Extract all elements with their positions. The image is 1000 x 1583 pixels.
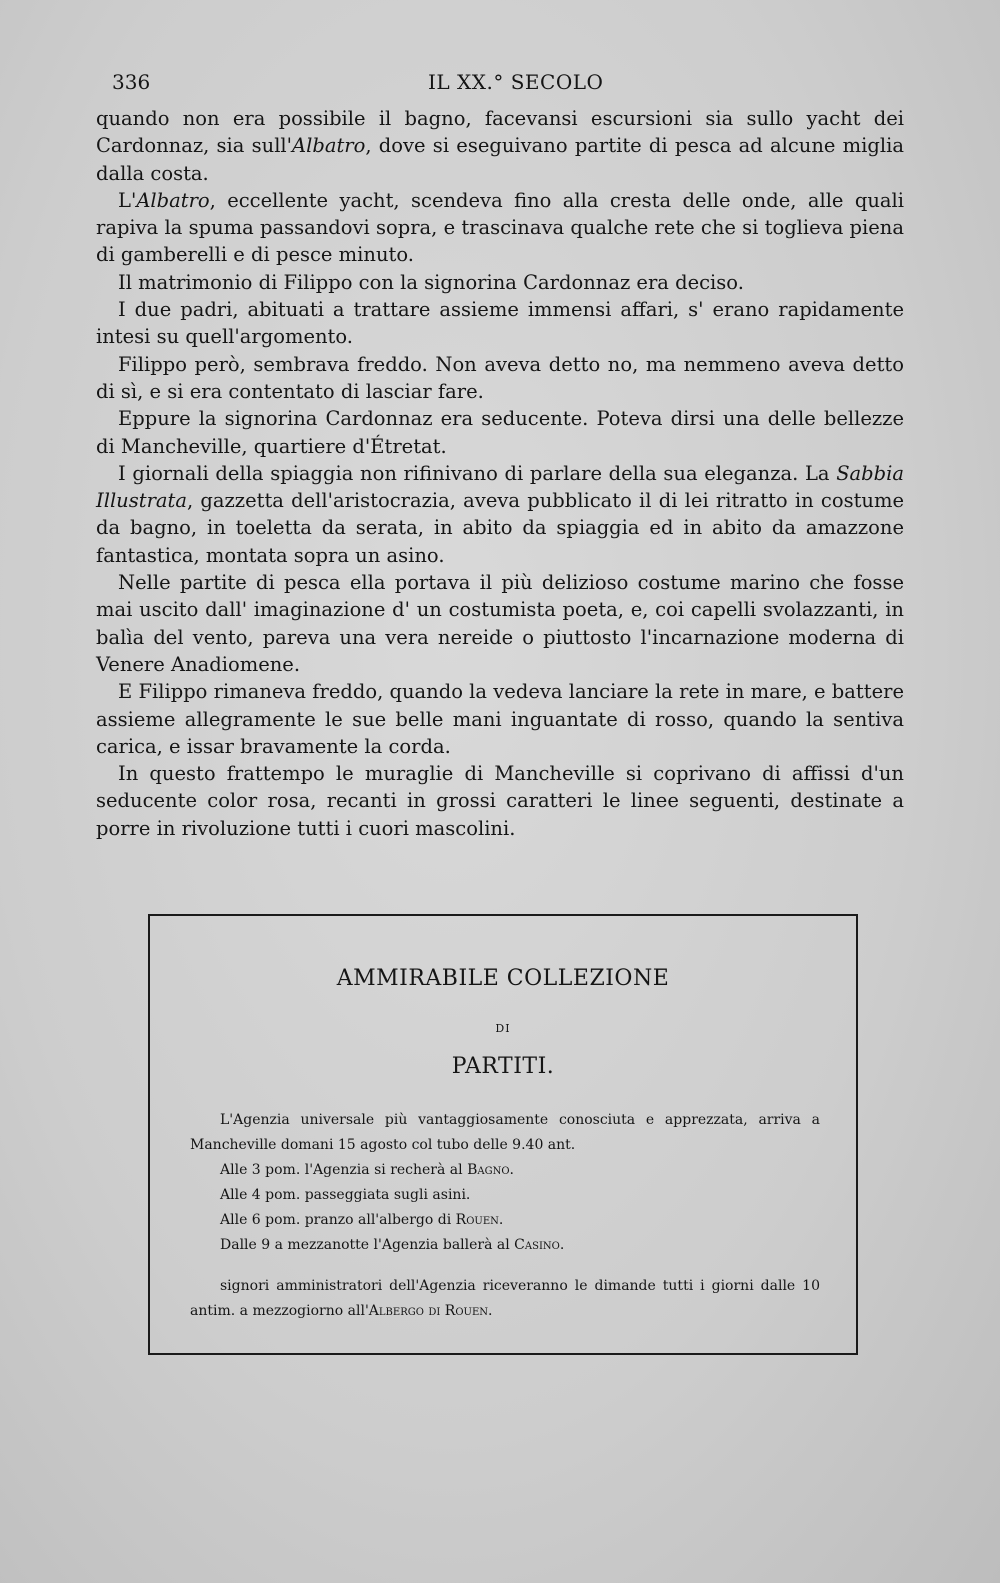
advert-schedule-line: Alle 4 pom. passeggiata sugli asini. bbox=[220, 1187, 471, 1203]
paragraph: I giornali della spiaggia non rifinivano di parlare della sua eleganza. La Sabbia Illustrata, gazzetta dell'aristocrazia, aveva pubblicato il di lei ritratto in costume da bagno, in toeletta da serata, in abito da spiaggia ed in abito da amazzone fantastica, montata sopra un asino. bbox=[96, 461, 904, 567]
advertisement-box bbox=[148, 914, 858, 1355]
advert-subtitle: PARTITI. bbox=[451, 1054, 555, 1079]
paragraph: E Filippo rimaneva freddo, quando la vedeva lanciare la rete in mare, e battere assieme allegramente le sue belle mani inguantate di rosso, quando la sentiva carica, e issar bravamente la corda. bbox=[96, 680, 904, 758]
paragraph: L'Albatro, eccellente yacht, scendeva fino alla cresta delle onde, alle quali rapiva la spuma passandovi sopra, e trascinava qualche rete che si toglieva piena di gamberelli e di pesce minuto. bbox=[96, 188, 904, 267]
paragraph: Filippo però, sembrava freddo. Non aveva detto no, ma nemmeno aveva detto di sì, e si era contentato di lasciar fare. bbox=[96, 352, 904, 403]
advert-closing: signori amministratori dell'Agenzia riceveranno le dimande tutti i giorni dalle 10 antim. a mezzogiorno all'Albergo di Rouen. bbox=[190, 1278, 820, 1319]
advert-title: AMMIRABILE COLLEZIONE bbox=[336, 966, 670, 991]
page-header bbox=[112, 66, 910, 100]
advert-schedule-line: Alle 6 pom. pranzo all'albergo di Rouen. bbox=[220, 1212, 504, 1228]
paragraph: Nelle partite di pesca ella portava il più delizioso costume marino che fosse mai uscito dall' imaginazione d' un costumista poeta, e, coi capelli svolazzanti, in balìa del vento, pareva una vera nereide o piuttosto l'incarnazione moderna di Venere Anadiomene. bbox=[96, 571, 904, 676]
advert-schedule-line: Dalle 9 a mezzanotte l'Agenzia ballerà al Casino. bbox=[220, 1237, 565, 1253]
paragraph: Il matrimonio di Filippo con la signorina Cardonnaz era deciso. bbox=[118, 270, 744, 294]
advert-intro: L'Agenzia universale più vantaggiosamente conosciuta e apprezzata, arriva a Mancheville domani 15 agosto col tubo delle 9.40 ant. bbox=[190, 1112, 820, 1153]
spacer bbox=[190, 1258, 820, 1274]
paragraph: In questo frattempo le muraglie di Mancheville si coprivano di affissi d'un seducente color rosa, recanti in grossi caratteri le linee seguenti, destinate a porre in rivoluzione tutti i cuori mascolini. bbox=[96, 762, 904, 840]
advert-body bbox=[190, 1108, 820, 1324]
running-title: IL XX.° SECOLO bbox=[428, 70, 604, 94]
page-number: 336 bbox=[112, 70, 151, 94]
body-text bbox=[96, 105, 904, 842]
advert-connector: DI bbox=[495, 1022, 511, 1035]
advert-schedule-line: Alle 3 pom. l'Agenzia si recherà al Bagno. bbox=[220, 1162, 514, 1178]
paragraph: I due padri, abituati a trattare assieme immensi affari, s' erano rapidamente intesi su quell'argomento. bbox=[96, 298, 904, 349]
paragraph: Eppure la signorina Cardonnaz era seducente. Poteva dirsi una delle bellezze di Mancheville, quartiere d'Étretat. bbox=[96, 407, 904, 458]
paragraph: quando non era possibile il bagno, facevansi escursioni sia sullo yacht dei Cardonnaz, sia sull'Albatro, dove si eseguivano partite di pesca ad alcune miglia dalla costa. bbox=[96, 107, 904, 185]
